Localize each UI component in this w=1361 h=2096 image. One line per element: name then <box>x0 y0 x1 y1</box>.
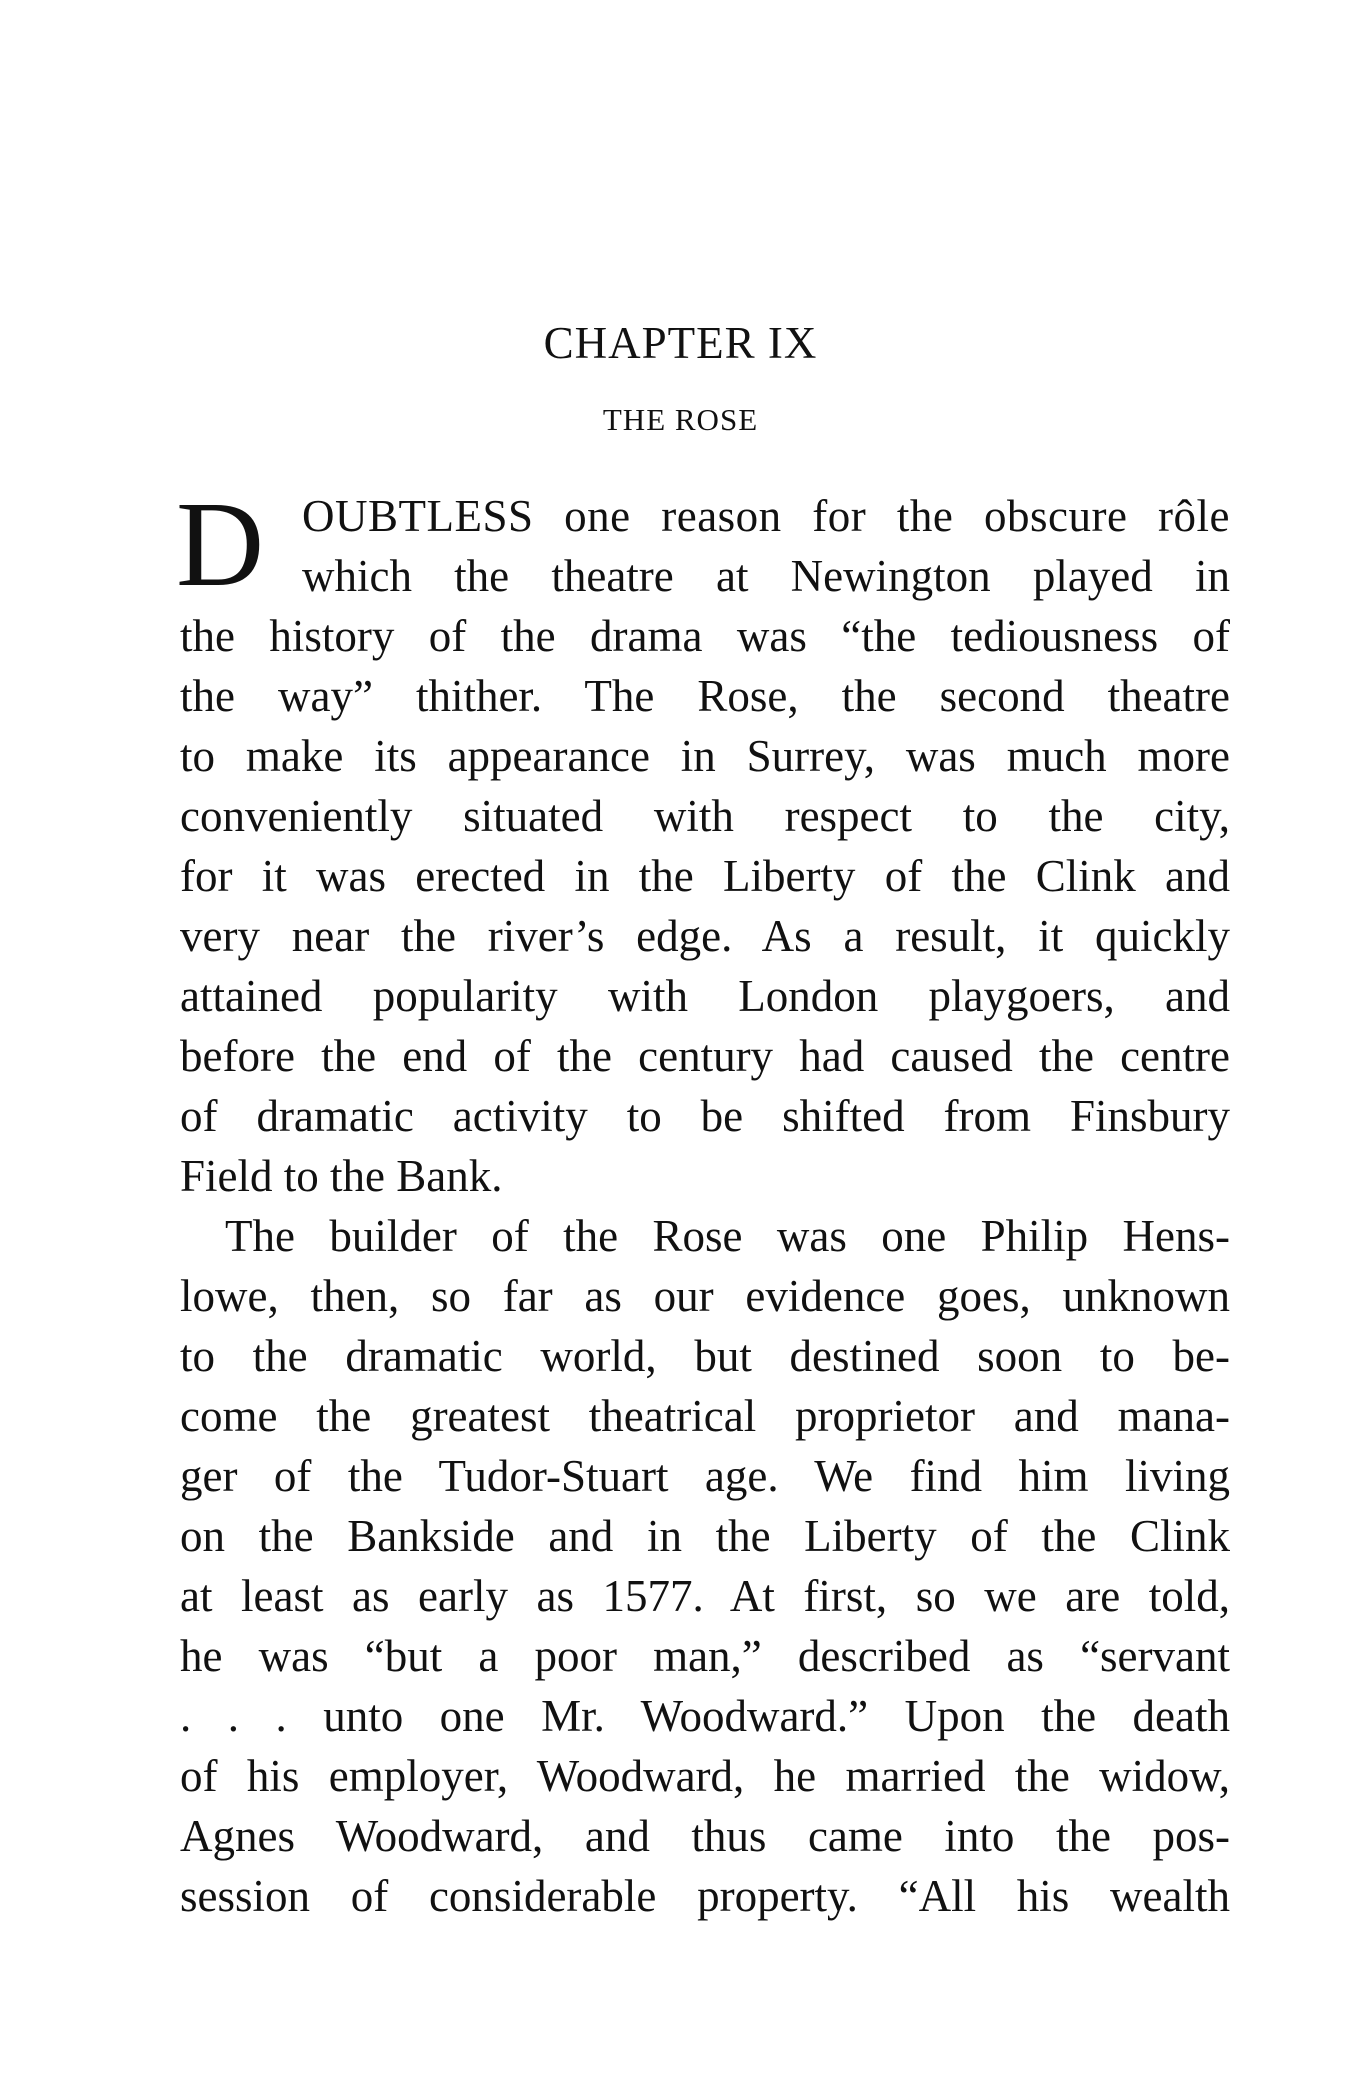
text-line: Field to the Bank. <box>180 1151 503 1201</box>
drop-cap: D <box>176 477 265 612</box>
text-line: to make its appearance in Surrey, was much more <box>180 731 1230 781</box>
text-line: attained popularity with London playgoers, and <box>180 971 1230 1021</box>
text-line: OUBTLESS one reason for the obscure rôle <box>302 491 1230 541</box>
text-line: the way” thither. The Rose, the second theatre <box>180 671 1230 721</box>
text-line: on the Bankside and in the Liberty of the Clink <box>180 1511 1230 1561</box>
text-line: The builder of the Rose was one Philip Hens- <box>225 1211 1230 1261</box>
text-line: at least as early as 1577. At first, so we are told, <box>180 1571 1230 1621</box>
text-line: conveniently situated with respect to the city, <box>180 791 1230 841</box>
text-line: which the theatre at Newington played in <box>302 551 1230 601</box>
text-line: ger of the Tudor-Stuart age. We find him living <box>180 1451 1230 1501</box>
text-line: very near the river’s edge. As a result, it quickly <box>180 911 1230 961</box>
text-line: come the greatest theatrical proprietor and mana- <box>180 1391 1230 1441</box>
text-line: he was “but a poor man,” described as “servant <box>180 1631 1230 1681</box>
text-line: to the dramatic world, but destined soon to be- <box>180 1331 1230 1381</box>
chapter-title: THE ROSE <box>602 402 759 437</box>
text-line: . . . unto one Mr. Woodward.” Upon the death <box>180 1691 1230 1741</box>
text-line: session of considerable property. “All his wealth <box>180 1871 1230 1921</box>
chapter-heading: CHAPTER IX <box>543 318 818 368</box>
text-line: lowe, then, so far as our evidence goes, unknown <box>180 1271 1230 1321</box>
text-line: the history of the drama was “the tediousness of <box>180 611 1230 661</box>
text-line: for it was erected in the Liberty of the Clink and <box>180 851 1230 901</box>
text-line: before the end of the century had caused the centre <box>180 1031 1230 1081</box>
text-line: of dramatic activity to be shifted from Finsbury <box>180 1091 1230 1141</box>
text-line: Agnes Woodward, and thus came into the pos- <box>180 1811 1230 1861</box>
text-line: of his employer, Woodward, he married the widow, <box>180 1751 1230 1801</box>
body-text <box>176 477 1230 1926</box>
